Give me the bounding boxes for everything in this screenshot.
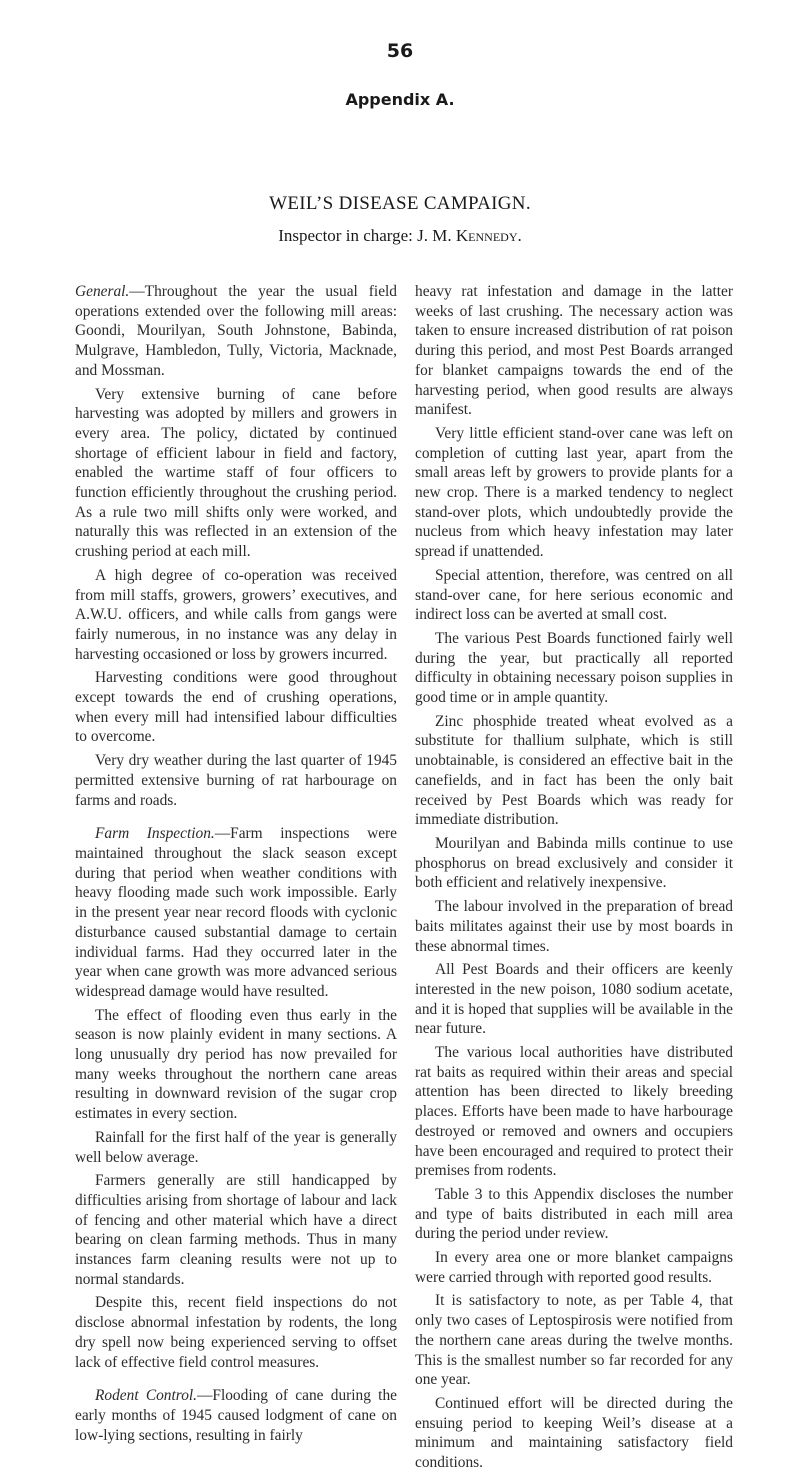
flooding-paragraph: The effect of flooding even thus early in the season is now plainly evident in many sections. A long unusually dry period has now prevailed for many weeks throughout the northern cane areas resulting in downward revision of the sugar crop estimates in every section. (75, 1006, 397, 1123)
every-area-paragraph: In every area one or more blanket campaigns were carried through with reported good results. (415, 1249, 733, 1286)
table-3-paragraph: Table 3 to this Appendix discloses the number and type of baits distributed in each mill area during the period under review. (415, 1185, 733, 1243)
rodent-control-heading: Rodent Control. (95, 1387, 198, 1405)
general-paragraph (75, 282, 397, 381)
left-column (75, 282, 397, 1449)
mourilyan-paragraph: Mourilyan and Babinda mills continue to use phosphorus on bread exclusively and consider it both efficient and relatively inexpensive. (415, 834, 733, 892)
dry-weather-paragraph: Very dry weather during the last quarter of 1945 permitted extensive burning of rat harbourage on farms and roads. (75, 752, 397, 809)
general-heading: General. (75, 283, 130, 300)
all-boards-paragraph: All Pest Boards and their officers are keenly interested in the new poison, 1080 sodium acetate, and it is hoped that supplies will be available in the near future. (415, 961, 733, 1038)
right-column (415, 282, 733, 1477)
rainfall-paragraph: Rainfall for the first half of the year is generally well below average. (75, 1128, 397, 1166)
inspector-line (0, 226, 800, 246)
harvesting-paragraph: Harvesting conditions were good throughout except towards the end of crushing operations, when every mill had intensified labour difficulties to overcome. (75, 669, 397, 746)
page-number: 56 (386, 40, 414, 62)
pest-boards-paragraph: The various Pest Boards functioned fairly well during the year, but practically all reported difficulty in obtaining necessary poison supplies in good time or in ample quantity. (415, 629, 733, 707)
standover-paragraph: Very little efficient stand-over cane was left on completion of cutting last year, apart from the small areas left by growers to provide plants for a new crop. There is a marked tendency to neglect stand-over plots, which undoubtedly provide the nucleus from which heavy infestation may later spread if unattended. (415, 424, 733, 561)
general-text: —Throughout the year the usual field operations extended over the following mill areas: Goondi, Mourilyan, South Johnstone, Babinda, Mulgrave, Hambledon, Tully, Victoria, Macknade, and Mossman. (75, 283, 397, 379)
despite-paragraph: Despite this, recent field inspections do not disclose abnormal infestation by rodents, the long dry spell now being experienced serving to offset lack of effective field control measures. (75, 1294, 397, 1371)
labour-paragraph: The labour involved in the preparation of bread baits militates against their use by most boards in these abnormal times. (415, 898, 733, 955)
page-title: WEIL’S DISEASE CAMPAIGN. (269, 193, 531, 214)
continued-paragraph: heavy rat infestation and damage in the latter weeks of last crushing. The necessary action was taken to ensure increased distribution of rat poison during this period, and most Pest Boards arranged for blanket campaigns towards the end of the harvesting period, when good results are always manifest. (415, 283, 733, 419)
local-authorities-paragraph: The various local authorities have distributed rat baits as required within their areas and special attention has been directed to likely breeding places. Efforts have been made to have harbourage destroyed or removed and owners and occupiers have been encouraged and required to protect their premises from rodents. (415, 1044, 733, 1180)
rodent-control-paragraph (75, 1386, 397, 1445)
appendix-label: Appendix A. (345, 90, 455, 109)
inspector-label: Inspector in charge: (278, 226, 413, 245)
continued-effort-paragraph: Continued effort will be directed during the ensuing period to keeping Weil’s disease at a minimum and maintaining satisfactory field conditions. (415, 1394, 733, 1472)
rodent-control-text: —Flooding of cane during the early months of 1945 caused lodgment of cane on low-lying sections, resulting in fairly (75, 1387, 397, 1444)
zinc-phosphide-paragraph: Zinc phosphide treated wheat evolved as a substitute for thallium sulphate, which is still unobtainable, is considered an effective bait in the canefields, and in fact has been the only bait received by Pest Boards which was ready for immediate distribution. (415, 712, 733, 829)
farm-inspection-heading: Farm Inspection. (95, 825, 215, 843)
farmers-paragraph: Farmers generally are still handicapped by difficulties arising from shortage of labour and lack of fencing and other material which have a direct bearing on clean farming methods. Thus in many instances farm cleaning results were not up to normal standards. (75, 1172, 397, 1288)
special-attention-paragraph: Special attention, therefore, was centred on all stand-over cane, for here serious economic and indirect loss can be averted at small cost. (415, 566, 733, 624)
farm-inspection-text: —Farm inspections were maintained throughout the slack season except during that period when weather conditions with heavy flooding made such work impossible. Early in the present year near record floods with cyclonic disturbance caused substantial damage to certain individual farms. Had they occurred later in the year when cane growth was more advanced serious widespread damage would have resulted. (75, 825, 397, 1000)
burning-paragraph: Very extensive burning of cane before harvesting was adopted by millers and growers in every area. The policy, dictated by continued shortage of efficient labour in field and factory, enabled the wartime staff of four officers to function efficiently throughout the crushing period. As a rule two mill shifts only were worked, and naturally this was reflected in an extension of the crushing period at each mill. (75, 385, 397, 561)
cooperation-paragraph: A high degree of co-operation was received from mill staffs, growers, growers’ executives, and A.W.U. officers, and while calls from gangs were fairly numerous, in no instance was any delay in harvesting occasioned or loss by growers incurred. (75, 566, 397, 663)
farm-inspection-paragraph (75, 824, 397, 1001)
satisfactory-paragraph: It is satisfactory to note, as per Table 4, that only two cases of Leptospirosis were notified from the northern cane areas during the twelve months. This is the smallest number so far recorded for any one year. (415, 1292, 733, 1389)
inspector-name: J. M. Kennedy. (417, 226, 522, 245)
